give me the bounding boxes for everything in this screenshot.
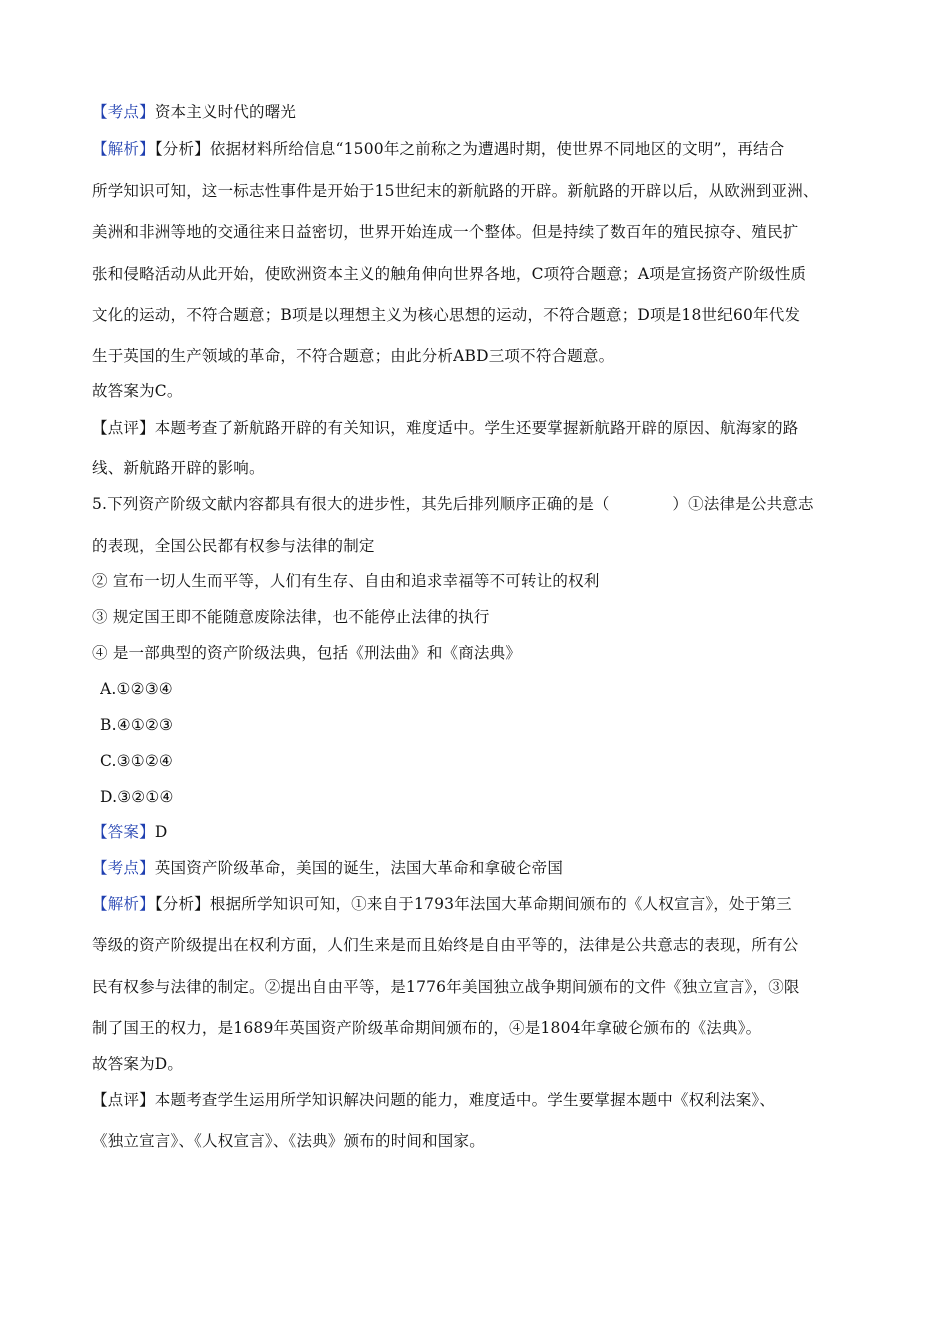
q5-stem-line-2: 的表现，全国公民都有权参与法律的制定 (92, 537, 375, 555)
q5-daan-line (92, 822, 862, 842)
jiexi-text: 【分析】根据所学知识可知，①来自于1793年法国大革命期间颁布的《人权宣言》，处于第三 (154, 895, 792, 913)
q5-kaodian-line (92, 858, 862, 878)
kaodian-text: 资本主义时代的曙光 (154, 103, 297, 121)
kaodian-text: 英国资产阶级革命，美国的诞生，法国大革命和拿破仑帝国 (154, 859, 564, 877)
q5-dianping-line-1: 【点评】本题考查学生运用所学知识解决问题的能力，难度适中。学生要掌握本题中《权利法案》、 (92, 1091, 776, 1109)
q4-answer-line: 故答案为C。 (92, 382, 183, 400)
option-b: B.④①②③ (100, 716, 174, 734)
jiexi-tag: 【解析】 (92, 895, 155, 913)
q4-jiexi-line-2: 所学知识可知，这一标志性事件是开始于15世纪末的新航路的开辟。新航路的开辟以后，从欧洲到亚洲、 (92, 182, 819, 200)
q5-answer-line: 故答案为D。 (92, 1055, 184, 1073)
jiexi-tag: 【解析】 (92, 140, 155, 158)
q4-jiexi-line-4: 张和侵略活动从此开始，使欧洲资本主义的触角伸向世界各地，C项符合题意；A项是宣扬资产阶级性质 (92, 265, 807, 283)
q5-item-4: ④ 是一部典型的资产阶级法典，包括《刑法曲》和《商法典》 (92, 644, 522, 662)
q5-item-2: ② 宣布一切人生而平等，人们有生存、自由和追求幸福等不可转让的权利 (92, 572, 600, 590)
option-a: A.①②③④ (100, 680, 173, 698)
q4-kaodian-line (92, 102, 862, 122)
q4-jiexi-line-1 (92, 139, 862, 159)
q5-jiexi-line-2: 等级的资产阶级提出在权利方面，人们生来是而且始终是自由平等的，法律是公共意志的表现，所有公 (92, 936, 799, 954)
q4-jiexi-line-3: 美洲和非洲等地的交通往来日益密切，世界开始连成一个整体。但是持续了数百年的殖民掠夺、殖民扩 (92, 223, 799, 241)
q5-jiexi-line-1 (92, 894, 862, 914)
option-c: C.③①②④ (100, 752, 174, 770)
q4-dianping-line-1: 【点评】本题考查了新航路开辟的有关知识，难度适中。学生还要掌握新航路开辟的原因、航海家的路 (92, 419, 799, 437)
q5-jiexi-line-3: 民有权参与法律的制定。②提出自由平等，是1776年美国独立战争期间颁布的文件《独立宣言》，③限 (92, 978, 800, 996)
kaodian-tag: 【考点】 (92, 859, 155, 877)
daan-text: D (154, 823, 168, 841)
q5-item-3: ③ 规定国王即不能随意废除法律，也不能停止法律的执行 (92, 608, 490, 626)
kaodian-tag: 【考点】 (92, 103, 155, 121)
q4-dianping-line-2: 线、新航路开辟的影响。 (92, 459, 265, 477)
daan-tag: 【答案】 (92, 823, 155, 841)
q5-jiexi-line-4: 制了国王的权力，是1689年英国资产阶级革命期间颁布的，④是1804年拿破仑颁布的《法典》。 (92, 1019, 762, 1037)
q5-dianping-line-2: 《独立宣言》、《人权宣言》、《法典》颁布的时间和国家。 (92, 1132, 485, 1150)
q4-jiexi-line-5: 文化的运动，不符合题意；B项是以理想主义为核心思想的运动，不符合题意；D项是18世纪60年代发 (92, 306, 801, 324)
q5-stem-line-1: 5.下列资产阶级文献内容都具有很大的进步性，其先后排列顺序正确的是（ ）①法律是公共意志 (92, 495, 814, 513)
option-d: D.③②①④ (100, 788, 174, 806)
q4-jiexi-line-6: 生于英国的生产领域的革命，不符合题意；由此分析ABD三项不符合题意。 (92, 347, 615, 365)
jiexi-text: 【分析】依据材料所给信息“1500年之前称之为遭遇时期，使世界不同地区的文明”，再结合 (154, 140, 785, 158)
